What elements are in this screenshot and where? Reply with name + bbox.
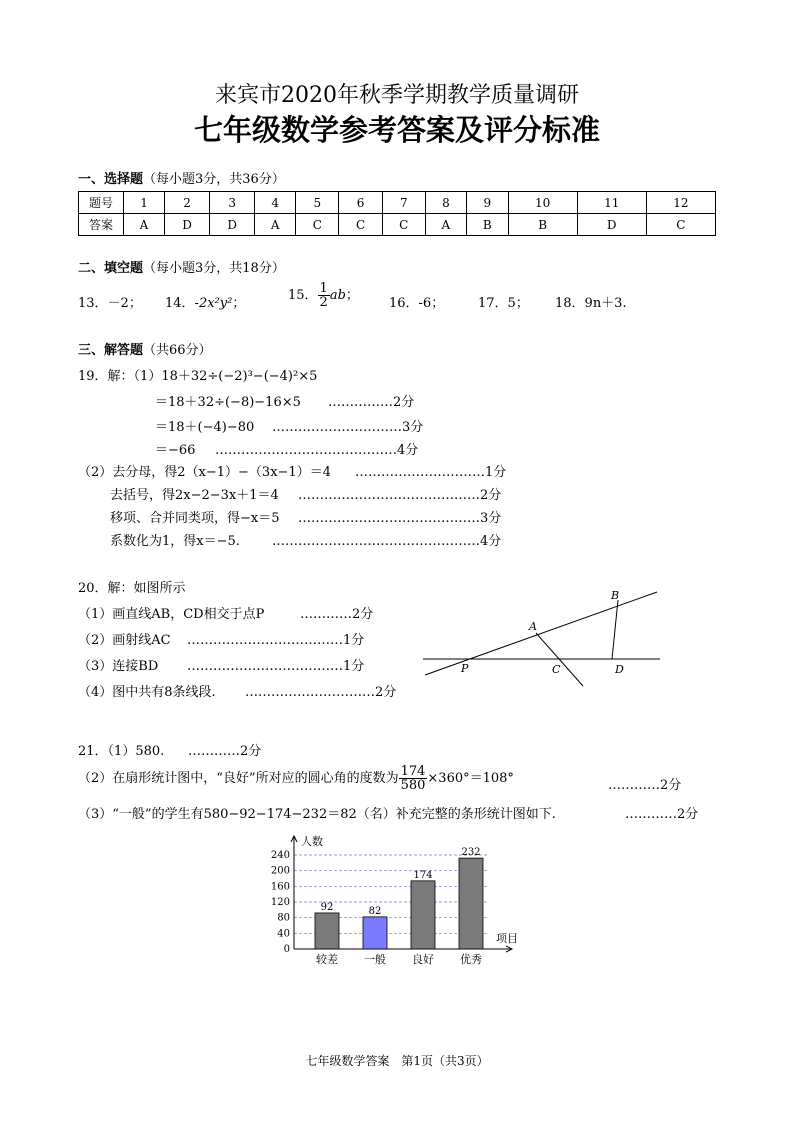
x-tick-label: 一般 <box>364 953 386 966</box>
section3-heading <box>78 339 212 358</box>
section2-heading-text: 二、填空题 <box>78 261 144 276</box>
bar <box>411 881 435 949</box>
q21-frac-den: 580 <box>400 778 426 793</box>
y-tick-label: 200 <box>270 865 290 877</box>
q20-score-5: …………………………2分 <box>245 685 397 700</box>
choice-answer-table <box>78 191 716 236</box>
q20-line-3: （2）画射线AC <box>78 633 171 648</box>
q19-score-5: …………………………1分 <box>355 465 507 480</box>
table-cell: C <box>382 214 425 236</box>
q19-line-6: 去括号，得2x−2−3x＋1＝4 <box>110 488 279 503</box>
data-label: 174 <box>413 869 433 881</box>
y-tick-label: 0 <box>283 944 290 955</box>
q15-end: ； <box>345 288 359 303</box>
q15-answer: ab <box>329 288 346 303</box>
table-row-answers <box>79 214 716 236</box>
q14-answer: -2x²y² <box>194 296 233 311</box>
q20-line-4: （3）连接BD <box>78 659 159 674</box>
q21-line-3: （3）“一般”的学生有580−92−174−232＝82（名）补充完整的条形统计图如下. <box>78 807 556 822</box>
q21-line-2-result: ×360°＝108° <box>427 771 514 786</box>
q19-score-4: ……………………………………4分 <box>215 443 419 458</box>
point-b-label: B <box>611 589 620 602</box>
q14-num: 14． <box>165 296 195 311</box>
fill-answer-17: 17．5； <box>478 296 529 311</box>
q19-line-8: 系数化为1，得x＝−5. <box>110 534 240 549</box>
q20-score-3: ………………………………1分 <box>187 633 365 648</box>
q21-score-2: …………2分 <box>608 778 682 793</box>
table-cell: 3 <box>210 192 255 214</box>
x-tick-label: 较差 <box>316 953 338 966</box>
y-tick-label: 160 <box>270 881 290 893</box>
table-cell: A <box>124 214 165 236</box>
q20-score-4: ………………………………1分 <box>187 659 365 674</box>
table-cell: A <box>425 214 466 236</box>
table-cell: 8 <box>425 192 466 214</box>
table-row-numbers <box>79 192 716 214</box>
bar <box>459 858 483 949</box>
point-d-label: D <box>615 663 624 676</box>
q21-fraction <box>399 765 428 792</box>
table-cell: B <box>508 214 577 236</box>
q21-score-3: …………2分 <box>625 807 699 822</box>
fill-answer-14 <box>165 292 245 311</box>
table-cell: D <box>165 214 210 236</box>
table-cell: 1 <box>124 192 165 214</box>
q20-line-2: （1）画直线AB，CD相交于点P <box>78 607 265 622</box>
data-label: 92 <box>320 901 334 913</box>
geometry-figure <box>415 582 665 692</box>
q21-line-2 <box>78 765 514 792</box>
q19-score-6: ……………………………………2分 <box>298 488 502 503</box>
point-c-label: C <box>552 663 561 676</box>
q19-line-5: （2）去分母，得2（x−1）−（3x−1）＝4 <box>78 465 331 480</box>
table-cell: 2 <box>165 192 210 214</box>
bar <box>363 917 387 949</box>
q19-score-2: ……………2分 <box>328 395 415 410</box>
q21-frac-num: 174 <box>400 764 426 779</box>
q21-score-1: …………2分 <box>188 744 262 759</box>
y-tick-label: 40 <box>277 928 290 940</box>
table-cell: 9 <box>466 192 508 214</box>
data-label: 232 <box>461 847 481 859</box>
q15-fraction <box>318 282 330 309</box>
document-subtitle: 来宾市2020年秋季学期教学质量调研 <box>215 83 579 108</box>
q19-score-3: …………………………3分 <box>272 420 424 435</box>
q15-num: 15． <box>288 288 318 303</box>
document-title: 七年级数学参考答案及评分标准 <box>193 113 600 147</box>
table-cell: A <box>255 214 296 236</box>
table-cell: C <box>296 214 339 236</box>
table-cell: 5 <box>296 192 339 214</box>
point-a-label: A <box>529 620 537 633</box>
q19-score-7: ……………………………………3分 <box>298 511 502 526</box>
data-label: 82 <box>368 905 382 917</box>
q14-end: ； <box>232 296 246 311</box>
fill-answer-15 <box>288 282 359 309</box>
table-cell-label: 题号 <box>79 192 124 214</box>
table-cell: 7 <box>382 192 425 214</box>
y-tick-label: 80 <box>277 912 290 924</box>
table-cell: C <box>339 214 382 236</box>
table-cell: D <box>210 214 255 236</box>
fill-answer-16: 16．-6； <box>389 296 445 311</box>
q19-line-3: ＝18＋(−4)−80 <box>155 420 255 435</box>
table-cell: 11 <box>577 192 646 214</box>
fill-answer-13: 13．－2； <box>78 296 142 311</box>
q19-line-4: ＝−66 <box>155 443 196 458</box>
section2-note: （每小题3分，共18分） <box>143 261 285 276</box>
page-footer: 七年级数学答案 第1页（共3页） <box>305 1054 489 1068</box>
segment-bd <box>612 600 618 659</box>
table-cell: 12 <box>646 192 715 214</box>
section2-heading <box>78 257 285 276</box>
q20-score-2: …………2分 <box>300 607 374 622</box>
table-cell-label: 答案 <box>79 214 124 236</box>
q19-score-8: …………………………………………4分 <box>272 534 502 549</box>
section3-heading-text: 三、解答题 <box>78 343 144 358</box>
section3-note: （共66分） <box>143 343 212 358</box>
y-axis-label: 人数 <box>301 835 323 848</box>
q21-line-2-text: （2）在扇形统计图中，“良好”所对应的圆心角的度数为 <box>78 771 399 786</box>
bar-chart <box>262 833 532 973</box>
q19-line-2: ＝18＋32÷(−8)−16×5 <box>155 395 301 410</box>
bar <box>315 913 339 949</box>
section1-heading <box>78 168 285 187</box>
table-cell: D <box>577 214 646 236</box>
section1-heading-text: 一、选择题 <box>78 172 144 187</box>
y-tick-label: 120 <box>270 897 290 908</box>
q15-frac-den: 2 <box>319 295 328 310</box>
x-tick-label: 良好 <box>412 953 434 966</box>
section1-note: （每小题3分，共36分） <box>143 172 285 187</box>
table-cell: 10 <box>508 192 577 214</box>
q20-line-1: 20．解：如图所示 <box>78 581 186 596</box>
table-cell: B <box>466 214 508 236</box>
q19-line-7: 移项、合并同类项，得−x＝5 <box>110 511 280 526</box>
table-cell: 4 <box>255 192 296 214</box>
y-tick-label: 240 <box>270 850 290 861</box>
table-cell: 6 <box>339 192 382 214</box>
x-axis-label: 项目 <box>496 932 518 945</box>
point-p-label: P <box>461 662 469 675</box>
q20-line-5: （4）图中共有8条线段. <box>78 685 216 700</box>
table-cell: C <box>646 214 715 236</box>
q15-frac-num: 1 <box>319 281 328 296</box>
q19-line-1: 19．解：（1）18＋32÷(−2)³−(−4)²×5 <box>78 369 318 384</box>
q21-line-1: 21．（1）580. <box>78 744 165 759</box>
fill-answer-18: 18．9n＋3. <box>555 296 627 311</box>
x-tick-label: 优秀 <box>460 953 482 966</box>
